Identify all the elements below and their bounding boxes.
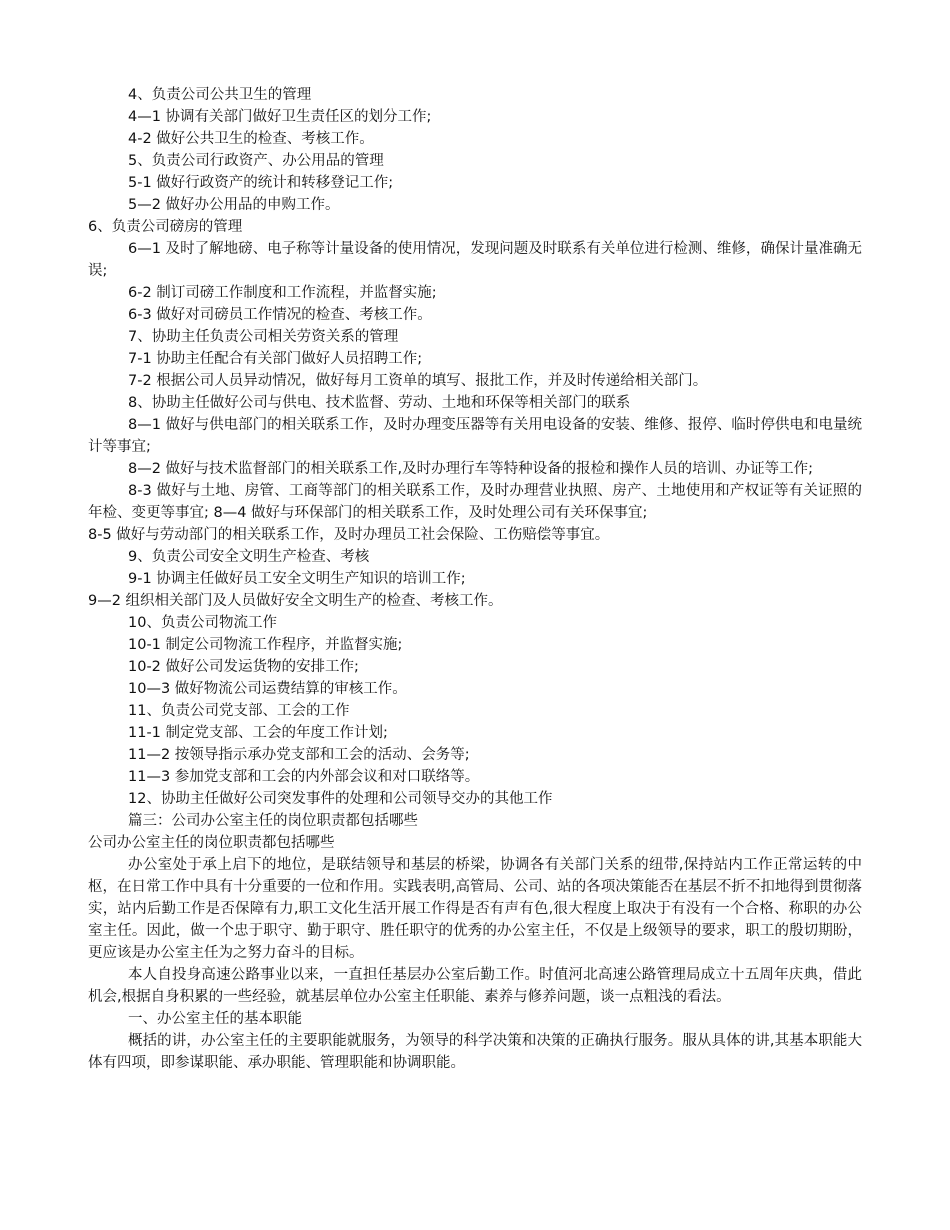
- document-line: 12、协助主任做好公司突发事件的处理和公司领导交办的其他工作: [128, 791, 553, 807]
- section-items-6-8: [88, 282, 862, 414]
- document-line: 4、负责公司公共卫生的管理: [128, 87, 312, 103]
- document-line: 10、负责公司物流工作: [128, 615, 277, 631]
- document-line: 4—1 协调有关部门做好卫生责任区的划分工作;: [128, 109, 432, 125]
- document-line: 公司办公室主任的岗位职责都包括哪些: [88, 835, 335, 851]
- document-line: 8-5 做好与劳动部门的相关联系工作，及时办理员工社会保险、工伤赔偿等事宜。: [88, 527, 610, 543]
- paragraph-office-role: 办公室处于承上启下的地位，是联结领导和基层的桥梁，协调各有关部门关系的纽带,保持站内工作正常运转的中枢，在日常工作中具有十分重要的一位和作用。实践表明,高管局、公司、站的各项决策能否在基层不折不扣地得到贯彻落实，站内后勤工作是否保障有力,职工文化生活开展工作得是否有声有色,很大程度上取决于有没有一个合格、称职的办公室主任。因此，做一个忠于职守、勤于职守、胜任职守的优秀的办公室主任，不仅是上级领导的要求，职工的殷切期盼，更应该是办公室主任为之努力奋斗的目标。: [88, 857, 862, 961]
- document-line: 5、负责公司行政资产、办公用品的管理: [128, 153, 384, 169]
- document-line: 6、负责公司磅房的管理: [88, 219, 243, 235]
- paragraph-author-intro: 本人自投身高速公路事业以来，一直担任基层办公室后勤工作。时值河北高速公路管理局成立十五周年庆典，借此机会,根据自身积累的一些经验，就基层单位办公室主任职能、素养与修养问题，谈一点粗浅的看法。: [88, 967, 862, 1005]
- document-line: 10-2 做好公司发运货物的安排工作;: [128, 659, 359, 675]
- document-line: 11—2 按领导指示承办党支部和工会的活动、会务等;: [128, 747, 470, 763]
- document-line: 9、负责公司安全文明生产检查、考核: [128, 549, 370, 565]
- heading-basic-functions: 一、办公室主任的基本职能: [128, 1011, 302, 1027]
- paragraph-6-1: 6—1 及时了解地磅、电子称等计量设备的使用情况，发现问题及时联系有关单位进行检测、维修，确保计量准确无误;: [88, 241, 862, 279]
- document-line: 10-1 制定公司物流工作程序，并监督实施;: [128, 637, 403, 653]
- document-line: 11、负责公司党支部、工会的工作: [128, 703, 350, 719]
- paragraph-8-1: 8—1 做好与供电部门的相关联系工作，及时办理变压器等有关用电设备的安装、维修、报停、临时停供电和电量统计等事宜;: [88, 417, 862, 455]
- document-line: 7、协助主任负责公司相关劳资关系的管理: [128, 329, 399, 345]
- document-line: 11—3 参加党支部和工会的内外部会议和对口联络等。: [128, 769, 480, 785]
- paragraph-8-3-8-4: 8-3 做好与土地、房管、工商等部门的相关联系工作，及时办理营业执照、房产、土地使用和产权证等有关证照的年检、变更等事宜; 8—4 做好与环保部门的相关联系工作，及时处理公司有关环保事宜;: [88, 483, 862, 521]
- document-line: 7-1 协助主任配合有关部门做好人员招聘工作;: [128, 351, 423, 367]
- document-line: 11-1 制定党支部、工会的年度工作计划;: [128, 725, 388, 741]
- document-line: 9—2 组织相关部门及人员做好安全文明生产的检查、考核工作。: [88, 593, 503, 609]
- document-line: 10—3 做好物流公司运费结算的审核工作。: [128, 681, 407, 697]
- document-line: 6-3 做好对司磅员工作情况的检查、考核工作。: [128, 307, 432, 323]
- section-items-4-6: [88, 84, 862, 238]
- paragraph-8-2: 8—2 做好与技术监督部门的相关联系工作,及时办理行车等特种设备的报检和操作人员的培训、办证等工作;: [128, 461, 814, 477]
- document-line: 7-2 根据公司人员异动情况，做好每月工资单的填写、报批工作，并及时传递给相关部门。: [128, 373, 708, 389]
- document-line: 5-1 做好行政资产的统计和转移登记工作;: [128, 175, 394, 191]
- document-line: 篇三：公司办公室主任的岗位职责都包括哪些: [128, 813, 418, 829]
- document-line: 8、协助主任做好公司与供电、技术监督、劳动、土地和环保等相关部门的联系: [128, 395, 631, 411]
- document-line: 5—2 做好办公用品的申购工作。: [128, 197, 340, 213]
- section-items-8-12: [88, 524, 862, 854]
- paragraph-summary: 概括的讲，办公室主任的主要职能就服务，为领导的科学决策和决策的正确执行服务。服从具体的讲,其基本职能大体有四项，即参谋职能、承办职能、管理职能和协调职能。: [88, 1033, 862, 1071]
- document-line: 9-1 协调主任做好员工安全文明生产知识的培训工作;: [128, 571, 466, 587]
- document-line: 6-2 制订司磅工作制度和工作流程，并监督实施;: [128, 285, 437, 301]
- document-line: 4-2 做好公共卫生的检查、考核工作。: [128, 131, 374, 147]
